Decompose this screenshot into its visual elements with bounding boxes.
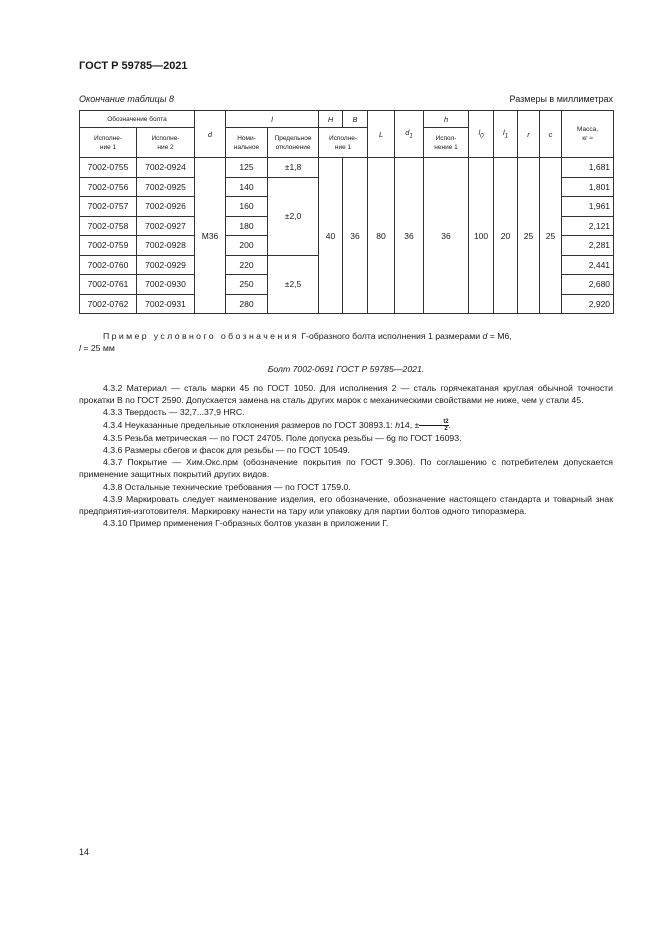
table-continuation-caption: Окончание таблицы 8 <box>79 94 174 104</box>
example-d-symbol: d <box>482 331 488 341</box>
cell-exec2: 7002-0924 <box>137 158 195 178</box>
example-l-symbol: l <box>79 343 81 354</box>
cell-exec2: 7002-0928 <box>137 236 195 256</box>
p434-end: . <box>448 419 452 430</box>
bolt-dimensions-table <box>79 110 614 314</box>
cell-l: 125 <box>226 158 268 178</box>
cell-l: 250 <box>226 275 268 295</box>
cell-exec1: 7002-0756 <box>80 177 137 197</box>
p434-text: 4.3.4 Неуказанные предельные отклонения размеров по ГОСТ 30893.1: <box>103 419 396 430</box>
header-h: h <box>424 111 469 128</box>
example-d-value: = М6, <box>487 331 512 341</box>
p434-h: h <box>395 419 401 430</box>
cell-exec2: 7002-0927 <box>137 216 195 236</box>
cell-deviation: ±2,5 <box>268 255 319 314</box>
cell-l: 180 <box>226 216 268 236</box>
tolerance-fraction <box>419 419 448 432</box>
cell-mass: 1,681 <box>562 158 614 178</box>
cell-exec2: 7002-0926 <box>137 197 195 217</box>
paragraph-4-3-3: 4.3.3 Твердость — 32,7...37,9 HRC. <box>103 407 245 418</box>
cell-exec1: 7002-0758 <box>80 216 137 236</box>
paragraph-4-3-4 <box>79 419 613 432</box>
cell-l: 280 <box>226 294 268 314</box>
paragraph-4-3-2: 4.3.2 Материал — сталь марки 45 по ГОСТ 1050. Для исполнения 2 — сталь горячекатаная круглая обычной точности прокатки В по ГОСТ 2590. Допускается замена на сталь других марок с механическими свойствами не ниже, чем у стали 45. <box>79 383 613 406</box>
cell-d: M36 <box>195 158 226 314</box>
cell-c: 25 <box>540 158 562 314</box>
cell-mass: 2,281 <box>562 236 614 256</box>
cell-mass: 2,441 <box>562 255 614 275</box>
requirements-section <box>79 382 613 529</box>
header-L: L <box>368 111 395 158</box>
designation-example <box>79 330 613 354</box>
cell-mass: 2,680 <box>562 275 614 295</box>
page-number: 14 <box>79 847 90 857</box>
example-l-value: = 25 мм <box>80 343 115 354</box>
header-deviation: Предельное отклонение <box>268 128 319 158</box>
paragraph-4-3-5: 4.3.5 Резьба метрическая — по ГОСТ 24705. Поле допуска резьбы — 6g по ГОСТ 16093. <box>103 432 462 443</box>
header-designation: Обозначение болта <box>80 111 195 128</box>
cell-mass: 1,801 <box>562 177 614 197</box>
header-H: H <box>319 111 343 128</box>
cell-exec1: 7002-0760 <box>80 255 137 275</box>
header-d1: $d_1$ <box>395 111 424 158</box>
cell-exec1: 7002-0755 <box>80 158 137 178</box>
cell-H: 40 <box>319 158 343 314</box>
header-l: l <box>226 111 319 128</box>
cell-exec1: 7002-0761 <box>80 275 137 295</box>
paragraph-4-3-7: 4.3.7 Покрытие — Хим.Окс.прм (обозначение покрытия по ГОСТ 9.306). По соглашению с потребителем допускается применение защитных покрытий других видов. <box>79 457 613 480</box>
cell-l: 200 <box>226 236 268 256</box>
cell-exec2: 7002-0925 <box>137 177 195 197</box>
cell-mass: 2,920 <box>562 294 614 314</box>
fraction-denominator: 2 <box>444 425 448 432</box>
cell-r: 25 <box>518 158 540 314</box>
header-l1: $l_1$ <box>494 111 518 158</box>
cell-mass: 1,961 <box>562 197 614 217</box>
cell-l: 140 <box>226 177 268 197</box>
cell-deviation: ±1,8 <box>268 158 319 178</box>
cell-exec1: 7002-0759 <box>80 236 137 256</box>
cell-deviation: ±2,0 <box>268 177 319 255</box>
cell-exec2: 7002-0930 <box>137 275 195 295</box>
header-nominal: Номи- нальное <box>226 128 268 158</box>
header-B: B <box>343 111 368 128</box>
header-exec2: Исполне- ние 2 <box>137 128 195 158</box>
cell-exec1: 7002-0757 <box>80 197 137 217</box>
cell-L: 80 <box>368 158 395 314</box>
document-header: ГОСТ Р 59785—2021 <box>79 60 188 72</box>
header-HB-exec: Исполне- ние 1 <box>319 128 368 158</box>
header-c: c <box>540 111 562 158</box>
header-d: d <box>195 111 226 158</box>
p434-tolerance: 14, ± <box>400 419 420 430</box>
paragraph-4-3-9: 4.3.9 Маркировать следует наименование изделия, его обозначение, обозначение настоящего стандарта и товарный знак предприятия-изготовителя. Маркировку нанести на тару или упаковку для партии болтов одного типоразмера. <box>79 493 613 517</box>
header-h-exec: Испол- нение 1 <box>424 128 469 158</box>
cell-l: 160 <box>226 197 268 217</box>
header-l0: $l_0$ <box>469 111 494 158</box>
example-label: Пример условного обозначения <box>103 331 299 341</box>
table-row <box>80 158 614 178</box>
cell-l1: 20 <box>494 158 518 314</box>
cell-l: 220 <box>226 255 268 275</box>
paragraph-4-3-6: 4.3.6 Размеры сбегов и фасок для резьбы — по ГОСТ 10549. <box>103 445 351 456</box>
example-text: Г-образного болта исполнения 1 размерами <box>298 331 483 341</box>
paragraph-4-3-8: 4.3.8 Остальные технические требования — по ГОСТ 1759.0. <box>103 481 351 492</box>
cell-h: 36 <box>424 158 469 314</box>
cell-exec2: 7002-0929 <box>137 255 195 275</box>
header-mass: Масса, кг ≈ <box>562 111 614 158</box>
fraction-numerator: t2 <box>419 419 448 426</box>
cell-d1: 36 <box>395 158 424 314</box>
cell-mass: 2,121 <box>562 216 614 236</box>
cell-l0: 100 <box>469 158 494 314</box>
units-caption: Размеры в миллиметрах <box>509 94 613 104</box>
cell-exec1: 7002-0762 <box>80 294 137 314</box>
bolt-designation-example: Болт 7002-0691 ГОСТ Р 59785—2021. <box>267 364 425 374</box>
header-exec1: Исполне- ние 1 <box>80 128 137 158</box>
header-r: r <box>518 111 540 158</box>
cell-B: 36 <box>343 158 368 314</box>
cell-exec2: 7002-0931 <box>137 294 195 314</box>
paragraph-4-3-10: 4.3.10 Пример применения Г-образных болтов указан в приложении Г. <box>103 518 389 529</box>
